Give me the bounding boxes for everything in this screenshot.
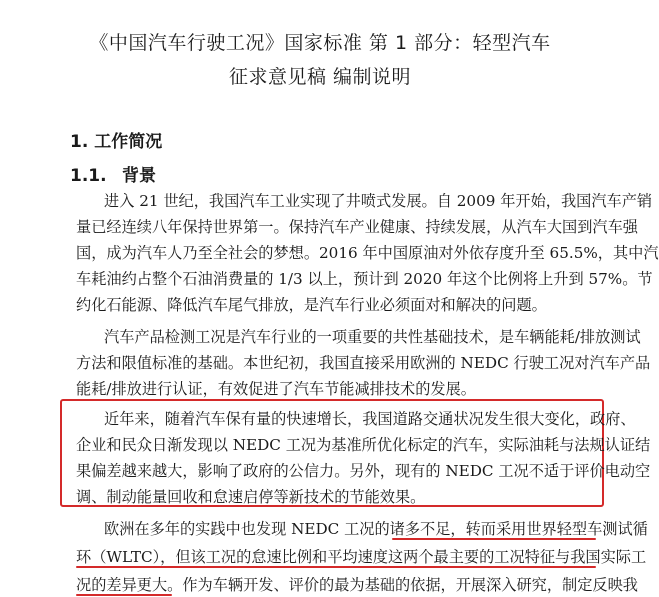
paragraph-line: 环（WLTC），但该工况的怠速比例和平均速度这两个最主要的工况特征与我国实际工 [76,548,647,566]
red-underline [392,538,596,540]
paragraph-line: 果偏差越来越大，影响了政府的公信力。另外，现有的 NEDC 工况不适于评价电动空 [76,462,651,480]
section-heading-work-overview: 1. 工作简况 [70,132,163,152]
paragraph-line: 调、制动能量回收和怠速启停等新技术的节能效果。 [76,488,426,506]
paragraph-line: 能耗/排放进行认证，有效促进了汽车节能减排技术的发展。 [76,380,476,398]
paragraph-line: 国，成为汽车人乃至全社会的梦想。2016 年中国原油对外依存度升至 65.5%，其中汽 [76,244,659,262]
subsection-title: 背景 [122,166,156,186]
paragraph-line: 方法和限值标准的基础。本世纪初，我国直接采用欧洲的 NEDC 行驶工况对汽车产品 [76,354,651,372]
red-underline [76,594,172,596]
paragraph-line: 企业和民众日渐发现以 NEDC 工况为基准所优化标定的汽车，实际油耗与法规认证结 [76,436,651,454]
paragraph-line: 况的差异更大。作为车辆开发、评价的最为基础的依据，开展深入研究，制定反映我 [76,576,638,594]
red-underline [76,566,596,568]
paragraph-line: 近年来，随着汽车保有量的快速增长，我国道路交通状况发生很大变化，政府、 [104,410,636,428]
subsection-number: 1.1. [70,166,107,186]
subsection-heading-background [70,161,156,186]
paragraph-line: 汽车产品检测工况是汽车行业的一项重要的共性基础技术，是车辆能耗/排放测试 [104,328,641,346]
document-title-line-2: 征求意见稿 编制说明 [228,66,412,88]
paragraph-line: 进入 21 世纪，我国汽车工业实现了井喷式发展。自 2009 年开始，我国汽车产销 [104,192,653,210]
paragraph-line: 车耗油约占整个石油消费量的 1/3 以上，预计到 2020 年这个比例将上升到 57%。节 [76,270,653,288]
paragraph-line: 欧洲在多年的实践中也发现 NEDC 工况的诸多不足，转而采用世界轻型车测试循 [104,520,648,538]
paragraph-line: 约化石能源、降低汽车尾气排放，是汽车行业必须面对和解决的问题。 [76,296,547,314]
paragraph-line: 量已经连续八年保持世界第一。保持汽车产业健康、持续发展，从汽车大国到汽车强 [76,218,638,236]
document-title-line-1: 《中国汽车行驶工况》国家标准 第 1 部分：轻型汽车 [89,32,551,54]
